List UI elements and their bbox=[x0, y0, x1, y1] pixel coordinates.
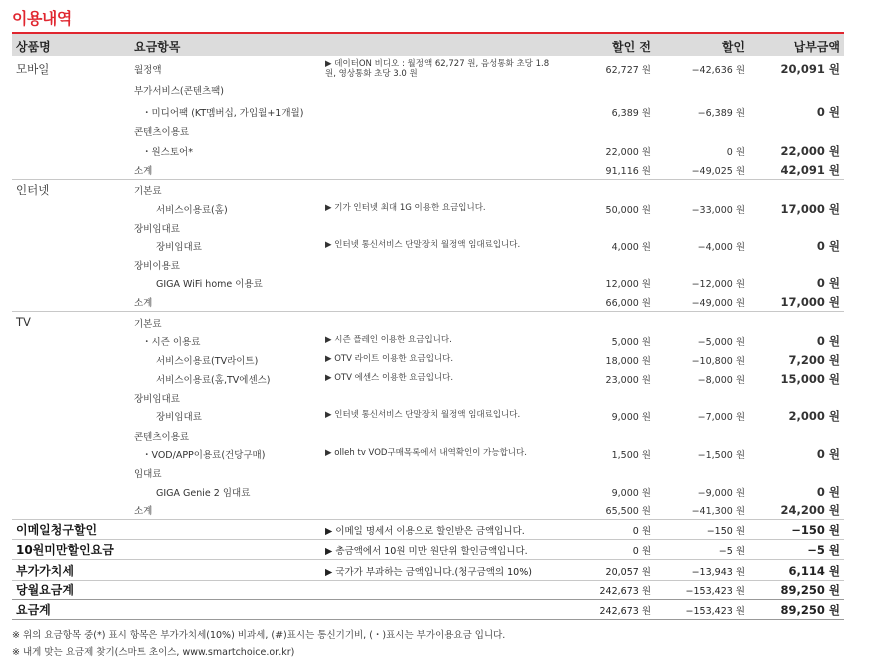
amount-before-discount: 22,000 원 bbox=[605, 147, 651, 158]
summary-payment: 89,250 원 bbox=[780, 583, 840, 597]
summary-before-discount: 20,057 원 bbox=[605, 567, 651, 578]
payment-amount: 0 원 bbox=[816, 334, 840, 348]
table-row bbox=[12, 426, 844, 445]
discount-amount: 0 원 bbox=[726, 147, 745, 158]
summary-payment: 6,114 원 bbox=[788, 564, 840, 578]
charge-item: 서비스이용료(TV라이트) bbox=[156, 356, 259, 367]
summary-discount: −153,423 원 bbox=[685, 586, 745, 597]
header-item: 요금항목 bbox=[134, 40, 181, 54]
charge-item: 소계 bbox=[134, 166, 153, 177]
discount-amount: −49,025 원 bbox=[691, 166, 745, 177]
charge-item: 기본료 bbox=[134, 186, 162, 197]
charge-item: 서비스이용료(홈) bbox=[156, 205, 228, 216]
charge-item: ・시즌 이용료 bbox=[142, 337, 201, 348]
table-row bbox=[12, 463, 844, 482]
summary-label: 요금계 bbox=[16, 603, 51, 617]
summary-label: 10원미만할인요금 bbox=[16, 543, 114, 557]
summary-discount: −150 원 bbox=[706, 526, 745, 537]
charge-item: 장비이용료 bbox=[134, 261, 180, 272]
charge-item: 소계 bbox=[134, 506, 153, 517]
payment-amount: 0 원 bbox=[816, 276, 840, 290]
header-pre-discount: 할인 전 bbox=[612, 40, 651, 54]
payment-amount: 7,200 원 bbox=[788, 353, 840, 367]
table-row bbox=[12, 388, 844, 407]
payment-amount: 17,000 원 bbox=[780, 295, 840, 309]
amount-before-discount: 50,000 원 bbox=[605, 205, 651, 216]
product-name: 인터넷 bbox=[16, 183, 50, 197]
table-row bbox=[12, 331, 844, 350]
payment-amount: 20,091 원 bbox=[780, 62, 840, 76]
summary-label: 당월요금계 bbox=[16, 583, 74, 597]
discount-amount: −5,000 원 bbox=[697, 337, 745, 348]
payment-amount: 24,200 원 bbox=[780, 503, 840, 517]
discount-amount: −9,000 원 bbox=[697, 488, 745, 499]
amount-before-discount: 91,116 원 bbox=[605, 166, 651, 177]
summary-row bbox=[12, 520, 844, 539]
charge-item: GIGA WiFi home 이용료 bbox=[156, 279, 263, 290]
summary-discount: −5 원 bbox=[718, 546, 745, 557]
discount-amount: −49,000 원 bbox=[691, 298, 745, 309]
summary-before-discount: 242,673 원 bbox=[599, 606, 651, 617]
table-row bbox=[12, 313, 844, 332]
summary-divider bbox=[12, 619, 844, 620]
amount-before-discount: 62,727 원 bbox=[605, 65, 651, 76]
table-row bbox=[12, 102, 844, 121]
charge-item: 콘텐츠이용료 bbox=[134, 127, 190, 138]
charge-item: ・미디어팩 (KT멤버십, 가입월+1개월) bbox=[142, 108, 304, 119]
charge-description: ▶ 데이터ON 비디오 : 월정액 62,727 원, 음성통화 초당 1.8 원, 영상통화 초당 3.0 원 bbox=[325, 59, 550, 79]
charge-item: 기본료 bbox=[134, 319, 162, 330]
table-row bbox=[12, 482, 844, 501]
table-row bbox=[12, 80, 844, 99]
table-row bbox=[12, 59, 844, 78]
header-discount: 할인 bbox=[721, 40, 745, 54]
charge-item: 서비스이용료(홈,TV에센스) bbox=[156, 375, 271, 386]
amount-before-discount: 9,000 원 bbox=[611, 488, 651, 499]
charge-item: 임대료 bbox=[134, 469, 162, 480]
discount-amount: −4,000 원 bbox=[697, 242, 745, 253]
charge-item: 장비임대료 bbox=[156, 412, 202, 423]
charge-item: 월정액 bbox=[134, 65, 162, 76]
header-product: 상품명 bbox=[16, 40, 51, 54]
payment-amount: 0 원 bbox=[816, 105, 840, 119]
discount-amount: −42,636 원 bbox=[691, 65, 745, 76]
discount-amount: −33,000 원 bbox=[691, 205, 745, 216]
charge-item: 장비임대료 bbox=[134, 224, 180, 235]
summary-row bbox=[12, 600, 844, 619]
payment-amount: 17,000 원 bbox=[780, 202, 840, 216]
payment-amount: 0 원 bbox=[816, 447, 840, 461]
payment-amount: 2,000 원 bbox=[788, 409, 840, 423]
summary-before-discount: 0 원 bbox=[632, 526, 651, 537]
payment-amount: 42,091 원 bbox=[780, 163, 840, 177]
table-row bbox=[12, 121, 844, 140]
amount-before-discount: 23,000 원 bbox=[605, 375, 651, 386]
section-divider bbox=[12, 311, 844, 312]
summary-payment: −150 원 bbox=[791, 523, 840, 537]
charge-description: ▶ olleh tv VOD구매목록에서 내역확인이 가능합니다. bbox=[325, 448, 527, 458]
charge-description: ▶ 인터넷 통신서비스 단말장치 월정액 임대료입니다. bbox=[325, 240, 521, 250]
summary-before-discount: 0 원 bbox=[632, 546, 651, 557]
charge-item: 콘텐츠이용료 bbox=[134, 432, 190, 443]
table-header bbox=[12, 34, 844, 56]
charge-description: ▶ 인터넷 통신서비스 단말장치 월정액 임대료입니다. bbox=[325, 410, 521, 420]
summary-row bbox=[12, 580, 844, 599]
charge-item: 장비임대료 bbox=[156, 242, 202, 253]
summary-description: ▶ 총금액에서 10원 미만 원단위 할인금액입니다. bbox=[325, 546, 528, 557]
amount-before-discount: 65,500 원 bbox=[605, 506, 651, 517]
amount-before-discount: 5,000 원 bbox=[611, 337, 651, 348]
amount-before-discount: 18,000 원 bbox=[605, 356, 651, 367]
charge-description: ▶ 기가 인터넷 최대 1G 이용한 요금입니다. bbox=[325, 203, 486, 213]
summary-row bbox=[12, 561, 844, 580]
table-row bbox=[12, 160, 844, 179]
table-row bbox=[12, 444, 844, 463]
discount-amount: −10,800 원 bbox=[691, 356, 745, 367]
discount-amount: −8,000 원 bbox=[697, 375, 745, 386]
table-row bbox=[12, 141, 844, 160]
header-payment: 납부금액 bbox=[793, 40, 840, 54]
amount-before-discount: 9,000 원 bbox=[611, 412, 651, 423]
table-row bbox=[12, 500, 844, 519]
payment-amount: 0 원 bbox=[816, 239, 840, 253]
summary-label: 부가가치세 bbox=[16, 564, 74, 578]
charge-description: ▶ 시즌 플레인 이용한 요금입니다. bbox=[325, 335, 452, 345]
summary-discount: −153,423 원 bbox=[685, 606, 745, 617]
discount-amount: −6,389 원 bbox=[697, 108, 745, 119]
summary-divider bbox=[12, 559, 844, 560]
charge-description: ▶ OTV 에센스 이용한 요금입니다. bbox=[325, 373, 454, 383]
discount-amount: −7,000 원 bbox=[697, 412, 745, 423]
amount-before-discount: 4,000 원 bbox=[611, 242, 651, 253]
table-row bbox=[12, 218, 844, 237]
summary-before-discount: 242,673 원 bbox=[599, 586, 651, 597]
payment-amount: 0 원 bbox=[816, 485, 840, 499]
amount-before-discount: 12,000 원 bbox=[605, 279, 651, 290]
charge-item: ・원스토어* bbox=[142, 147, 193, 158]
table-row bbox=[12, 273, 844, 292]
product-name: 모바일 bbox=[16, 62, 50, 76]
amount-before-discount: 6,389 원 bbox=[611, 108, 651, 119]
charge-description: ▶ OTV 라이트 이용한 요금입니다. bbox=[325, 354, 454, 364]
summary-description: ▶ 국가가 부과하는 금액입니다.(청구금액의 10%) bbox=[325, 567, 532, 578]
table-row bbox=[12, 406, 844, 425]
table-row bbox=[12, 350, 844, 369]
summary-label: 이메일청구할인 bbox=[16, 523, 98, 537]
footnote: ※ 내게 맞는 요금제 찾기(스마트 초이스, www.smartchoice.or.kr) bbox=[12, 647, 295, 658]
summary-payment: −5 원 bbox=[807, 543, 840, 557]
summary-discount: −13,943 원 bbox=[691, 567, 745, 578]
discount-amount: −12,000 원 bbox=[691, 279, 745, 290]
amount-before-discount: 1,500 원 bbox=[611, 450, 651, 461]
footnote: ※ 위의 요금항목 중(*) 표시 항목은 부가가치세(10%) 비과세, (#)표시는 통신기기비, (・)표시는 부가이용요금 입니다. bbox=[12, 630, 506, 641]
amount-before-discount: 66,000 원 bbox=[605, 298, 651, 309]
discount-amount: −1,500 원 bbox=[697, 450, 745, 461]
summary-payment: 89,250 원 bbox=[780, 603, 840, 617]
charge-item: GIGA Genie 2 임대료 bbox=[156, 488, 251, 499]
payment-amount: 22,000 원 bbox=[780, 144, 840, 158]
summary-row bbox=[12, 540, 844, 559]
table-row bbox=[12, 369, 844, 388]
table-row bbox=[12, 292, 844, 311]
table-row bbox=[12, 236, 844, 255]
charge-item: 장비임대료 bbox=[134, 394, 180, 405]
discount-amount: −41,300 원 bbox=[691, 506, 745, 517]
charge-item: 소계 bbox=[134, 298, 153, 309]
charge-item: 부가서비스(콘텐츠팩) bbox=[134, 86, 225, 97]
payment-amount: 15,000 원 bbox=[780, 372, 840, 386]
product-name: TV bbox=[16, 315, 31, 329]
page-title: 이용내역 bbox=[12, 9, 72, 28]
table-row bbox=[12, 255, 844, 274]
charge-item: ・VOD/APP이용료(건당구매) bbox=[142, 450, 266, 461]
table-row bbox=[12, 199, 844, 218]
summary-description: ▶ 이메일 명세서 이용으로 할인받은 금액입니다. bbox=[325, 526, 525, 537]
table-row bbox=[12, 180, 844, 199]
